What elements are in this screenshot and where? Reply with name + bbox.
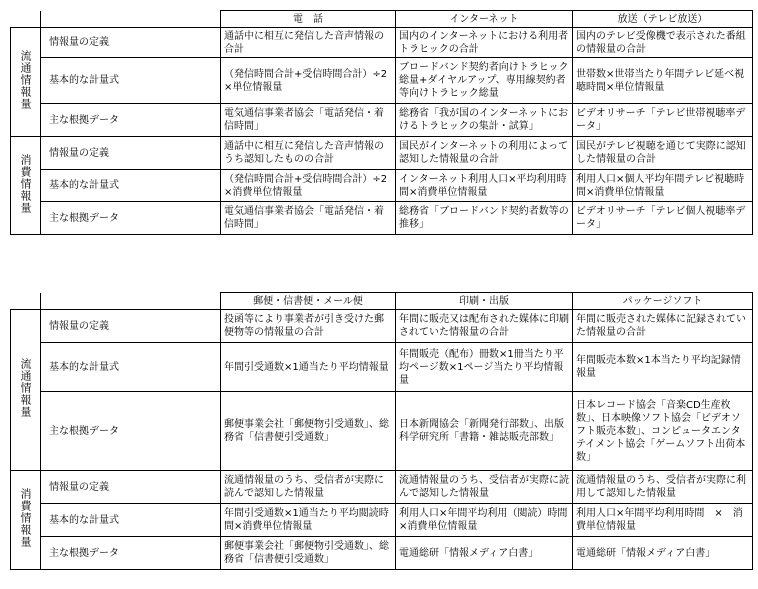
- table-cell: 総務省「我が国のインターネットにおけるトラヒックの集計・試算」: [396, 104, 573, 137]
- table-cell: 日本レコード協会「音楽CD生産枚数」、日本映像ソフト協会「ビデオソフト販売本数」、コンピュータエンタテイメント協会「ゲームソフト出荷本数」: [573, 392, 753, 471]
- table-cell: ビデオリサーチ「テレビ個人視聴率データ」: [573, 202, 753, 235]
- table-cell: 国民がインターネットの利用によって認知した情報量の合計: [396, 137, 573, 170]
- corner-cell: [41, 11, 221, 28]
- table-row: [11, 537, 753, 570]
- table-row: [11, 202, 753, 235]
- table-cell: 年間引受通数×1通当たり平均閲読時間×消費単位情報量: [221, 504, 396, 537]
- row-label: 情報量の定義: [41, 471, 221, 504]
- row-label: 基本的な計量式: [41, 504, 221, 537]
- table-cell: 電通総研「情報メディア白書」: [396, 537, 573, 570]
- info-volume-table-2: [10, 292, 753, 570]
- row-label: 情報量の定義: [41, 28, 221, 58]
- table-cell: 世帯数×世帯当たり年間テレビ延べ視聴時間×単位情報量: [573, 58, 753, 104]
- row-label: 情報量の定義: [41, 310, 221, 343]
- column-header: 放送（テレビ放送）: [573, 11, 753, 28]
- table-cell: 利用人口×個人平均年間テレビ視聴時間×消費単位情報量: [573, 170, 753, 202]
- column-header: インターネット: [396, 11, 573, 28]
- table-cell: 総務省「ブロードバンド契約者数等の推移」: [396, 202, 573, 235]
- row-label: 情報量の定義: [41, 137, 221, 170]
- table-cell: 利用人口×年間平均利用（閲読）時間×消費単位情報量: [396, 504, 573, 537]
- table-cell: 利用人口×年間平均利用時間 × 消費単位情報量: [573, 504, 753, 537]
- group-label: 消費情報量: [11, 471, 41, 570]
- table-row: [11, 28, 753, 58]
- table-cell: 日本新聞協会「新聞発行部数」、出版科学研究所「書籍・雑誌販売部数」: [396, 392, 573, 471]
- group-label: 流通情報量: [11, 310, 41, 471]
- row-label: 基本的な計量式: [41, 58, 221, 104]
- table-row: [11, 58, 753, 104]
- table-cell: 電通総研「情報メディア白書」: [573, 537, 753, 570]
- table-row: [11, 392, 753, 471]
- corner-cell: [11, 293, 41, 310]
- header-row: [11, 11, 753, 28]
- table-cell: （発信時間合計+受信時間合計）÷2×単位情報量: [221, 58, 396, 104]
- table-cell: （発信時間合計+受信時間合計）÷2×消費単位情報量: [221, 170, 396, 202]
- table-cell: 郵便事業会社「郵便物引受通数」、総務省「信書便引受通数」: [221, 392, 396, 471]
- table-cell: 国民がテレビ視聴を通じて実際に認知した情報量の合計: [573, 137, 753, 170]
- table-cell: 通話中に相互に発信した音声情報のうち認知したものの合計: [221, 137, 396, 170]
- group-label: 消費情報量: [11, 137, 41, 235]
- table-cell: 国内のインターネットにおける利用者トラヒックの合計: [396, 28, 573, 58]
- table-cell: 流通情報量のうち、受信者が実際に読んで認知した情報量: [221, 471, 396, 504]
- row-label: 基本的な計量式: [41, 170, 221, 202]
- table-cell: 流通情報量のうち、受信者が実際に利用して認知した情報量: [573, 471, 753, 504]
- table-row: [11, 104, 753, 137]
- table-cell: 年間販売本数×1本当たり平均記録情報量: [573, 343, 753, 392]
- header-row: [11, 293, 753, 310]
- info-volume-table-1: [10, 10, 753, 235]
- table-row: [11, 137, 753, 170]
- column-header: 印刷・出版: [396, 293, 573, 310]
- table-cell: 電気通信事業者協会「電話発信・着信時間」: [221, 104, 396, 137]
- table-row: [11, 310, 753, 343]
- table-row: [11, 471, 753, 504]
- table-cell: インターネット利用人口×平均利用時間×消費単位情報量: [396, 170, 573, 202]
- table-row: [11, 343, 753, 392]
- table-row: [11, 170, 753, 202]
- table-cell: 国内のテレビ受像機で表示された番組の情報量の合計: [573, 28, 753, 58]
- table-cell: 年間に販売された媒体に記録されていた情報量の合計: [573, 310, 753, 343]
- table-row: [11, 504, 753, 537]
- table-cell: 年間に販売又は配布された媒体に印刷されていた情報量の合計: [396, 310, 573, 343]
- column-header: 電 話: [221, 11, 396, 28]
- table-cell: ビデオリサーチ「テレビ世帯視聴率データ」: [573, 104, 753, 137]
- row-label: 主な根拠データ: [41, 104, 221, 137]
- row-label: 基本的な計量式: [41, 343, 221, 392]
- table-cell: 流通情報量のうち、受信者が実際に読んで認知した情報量: [396, 471, 573, 504]
- table-cell: 年間販売（配布）冊数×1冊当たり平均ページ数×1ページ当たり平均情報量: [396, 343, 573, 392]
- group-label: 流通情報量: [11, 28, 41, 137]
- table-cell: 年間引受通数×1通当たり平均情報量: [221, 343, 396, 392]
- table-cell: ブロードバンド契約者向けトラヒック総量+ダイヤルアップ、専用線契約者等向けトラヒック総量: [396, 58, 573, 104]
- row-label: 主な根拠データ: [41, 392, 221, 471]
- column-header: 郵便・信書便・メール便: [221, 293, 396, 310]
- column-header: パッケージソフト: [573, 293, 753, 310]
- row-label: 主な根拠データ: [41, 202, 221, 235]
- table-cell: 通話中に相互に発信した音声情報の合計: [221, 28, 396, 58]
- table-cell: 郵便事業会社「郵便物引受通数」、総務省「信書便引受通数」: [221, 537, 396, 570]
- row-label: 主な根拠データ: [41, 537, 221, 570]
- table-cell: 投函等により事業者が引き受けた郵便物等の情報量の合計: [221, 310, 396, 343]
- table-cell: 電気通信事業者協会「電話発信・着信時間」: [221, 202, 396, 235]
- corner-cell: [11, 11, 41, 28]
- corner-cell: [41, 293, 221, 310]
